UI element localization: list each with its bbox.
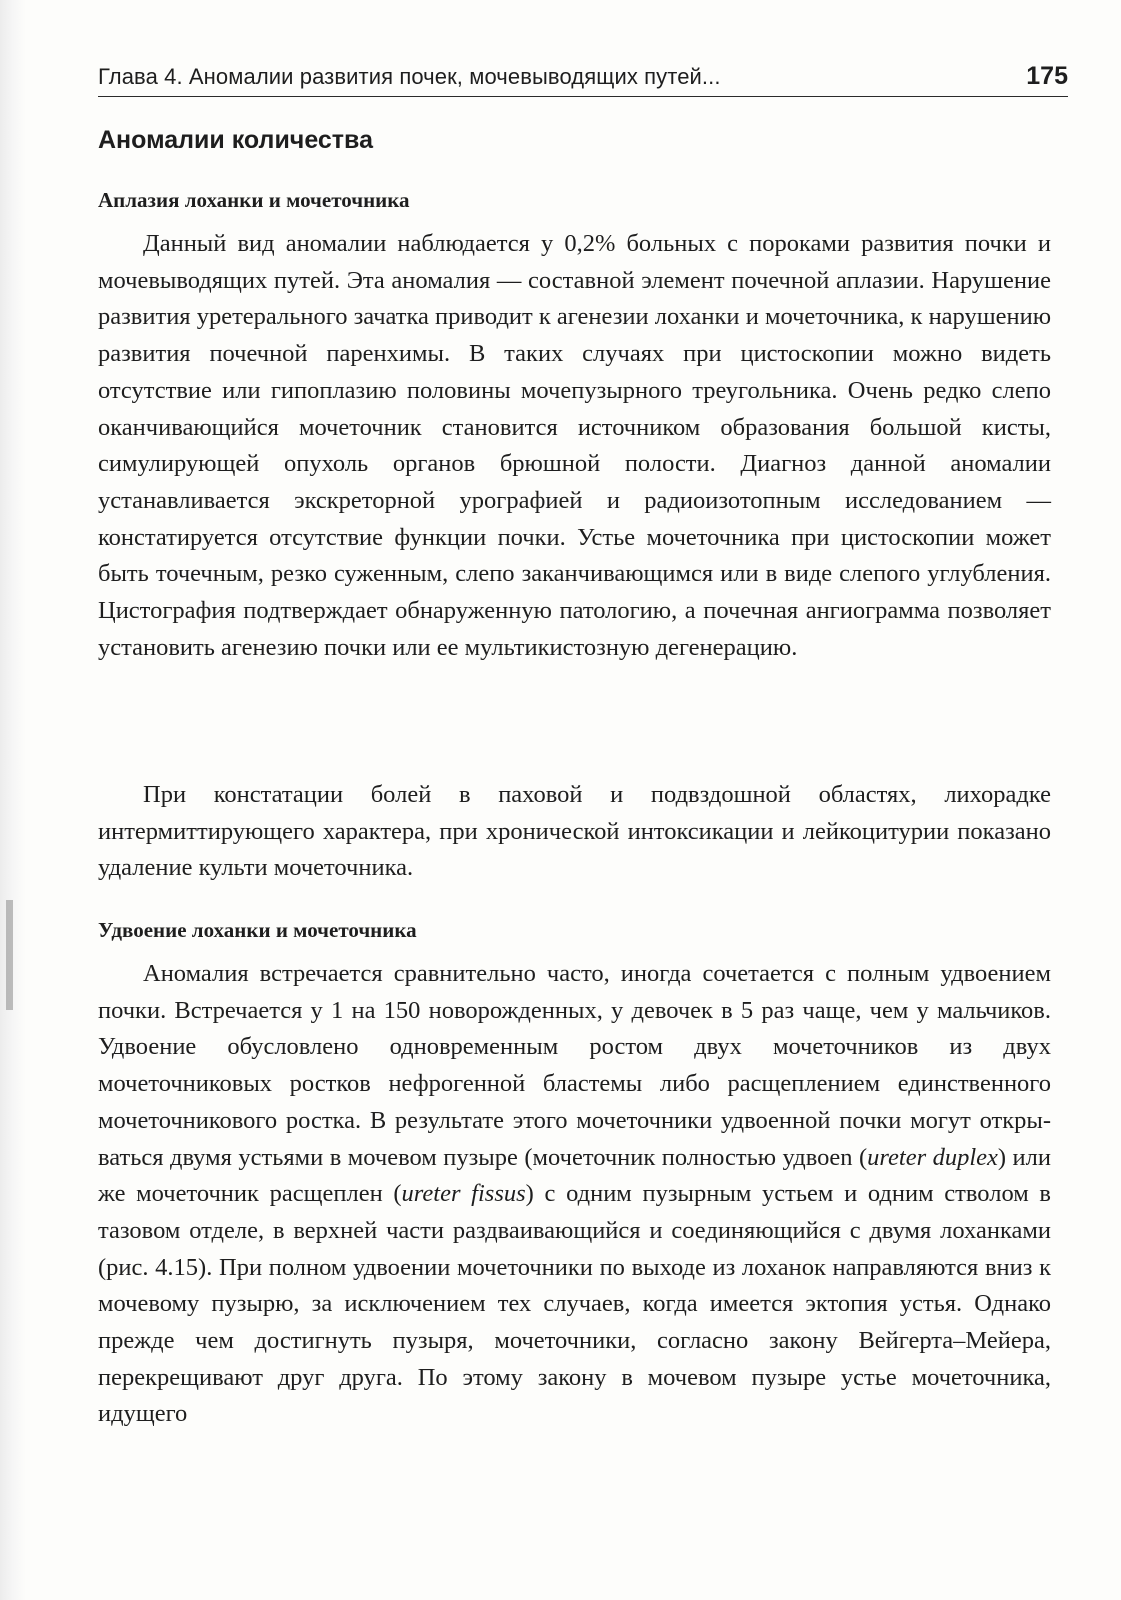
latin-term-ureter-duplex: ureter duplex bbox=[867, 1143, 998, 1171]
binding-gutter-shadow bbox=[0, 0, 26, 1600]
latin-term-ureter-fissus: ureter fissus bbox=[401, 1180, 526, 1208]
running-head bbox=[98, 58, 1068, 97]
paragraph-aplasia-treatment: При констатации болей в паховой и подвздошной областях, лихорадке интермиттирующего характера, при хронической интоксикации и лейкоцитурии показано удаление культи мочеточника. bbox=[98, 781, 1051, 882]
running-head-title: Глава 4. Аномалии развития почек, мочевыводящих путей... bbox=[98, 64, 721, 89]
paragraph-duplication-description bbox=[98, 956, 1051, 1433]
subsection-heading-duplication: Удвоение лоханки и мочеточника bbox=[98, 918, 417, 942]
text-run: ) или же мочеточник расщеплен ( bbox=[98, 1143, 1052, 1208]
paragraph-aplasia-description: Данный вид аномалии наблюдается у 0,2% больных с пороками развития почки и мочевыводящих путей. Эта аномалия — составной элемент почечной аплазии. Нарушение развития уретерального зачатка приводит к агенезии лоханки и мочеточника, к нарушению развития почечной паренхимы. В таких случаях при цистоскопии можно видеть отсутствие или гипоплазию половины мочепузырного треугольника. Очень редко слепо оканчивающийся мочеточник становится источником образования большой кисты, симулирующей опухоль органов брюшной полости. Диагноз данной аномалии устанавливается экскреторной урографией и радиоизотопным исследованием — констатируется отсутствие функции почки. Устье мочеточника при цистоскопии может быть точечным, резко суженным, слепо заканчивающимся или в виде слепого углубления. Цистография подтверждает обнаруженную патологию, а почечная ангиограмма позволяет установить агенезию почки или ее мультикистозную дегенерацию. bbox=[98, 230, 1051, 661]
text-run: ) с одним пузырным устьем и одним стволом в тазовом отделе, в верхней части раздваивающийся и соединяющийся с двумя лоханками (рис. 4.15). При полном удвоении мочеточники по выходе из лоханок направляются вниз к мочевому пузырю, за исключением тех случаев, когда имеется эктопия устья. Однако прежде чем достигнуть пузыря, мочеточники, согласно закону Вейгерта–Мейера, перекрещивают друг друга. По этому закону в мочевом пузыре устье мочеточника, идущего bbox=[98, 1180, 1051, 1428]
section-heading: Аномалии количества bbox=[98, 126, 373, 154]
page-number: 175 bbox=[1026, 62, 1068, 90]
binding-gutter-mark bbox=[6, 900, 13, 1010]
text-run: Аномалия встречается сравнительно часто, иногда сочетается с полным удвоением почки. Встречается у 1 на 150 новорожденных, у девочек в 5 раз чаще, чем у мальчиков. Удвоение обусловлено одновременным ростом двух мочеточников из двух мочеточниковых ростков нефрогенной бластемы либо расщеплением единственного мочеточникового ростка. В результате этого мочеточники удвоенной почки могут открываться двумя устьями в мочевом пузыре (мочеточник полностью удвоen ( bbox=[98, 960, 1051, 1171]
subsection-heading-aplasia: Аплазия лоханки и мочеточника bbox=[98, 188, 410, 212]
